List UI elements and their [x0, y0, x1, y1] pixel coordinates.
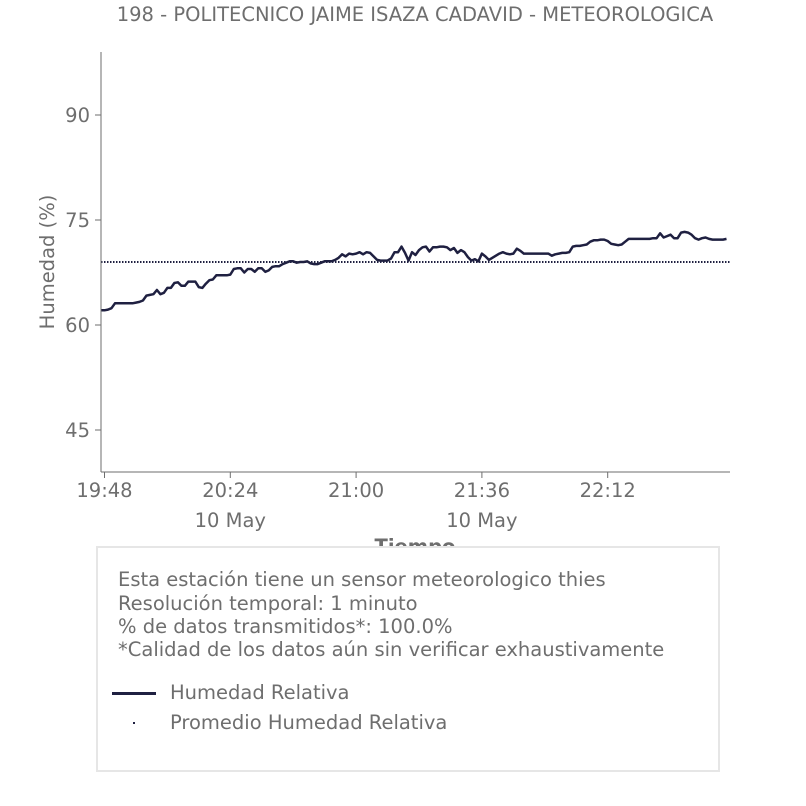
- x-tick-label: 19:48: [76, 479, 133, 502]
- y-axis-ticks: [65, 104, 101, 442]
- x-tick-date-label: 10 May: [446, 509, 518, 532]
- info-resolution: Resolución temporal: 1 minuto: [118, 592, 418, 615]
- x-tick-label: 21:00: [327, 479, 385, 502]
- chart-title: 198 - POLITECNICO JAIME ISAZA CADAVID - METEOROLOGICA: [116, 3, 714, 26]
- info-quality: *Calidad de los datos aún sin verificar exhaustivamente: [118, 638, 665, 661]
- y-tick-label: 45: [65, 419, 90, 442]
- x-tick-label: 20:24: [202, 479, 259, 502]
- humidity-series-line: [101, 232, 727, 310]
- x-tick-date-label: 10 May: [194, 509, 266, 532]
- info-sensor: Esta estación tiene un sensor meteorologico thies: [118, 568, 606, 591]
- legend-label-average: Promedio Humedad Relativa: [170, 711, 448, 734]
- x-tick-label: 21:36: [453, 479, 510, 502]
- x-tick-label: 22:12: [579, 479, 636, 502]
- plot-area: [101, 232, 730, 310]
- legend-line-swatch: [112, 692, 156, 695]
- y-tick-label: 90: [65, 104, 90, 127]
- y-tick-label: 75: [65, 209, 90, 232]
- legend-label-humidity: Humedad Relativa: [170, 681, 350, 704]
- info-transmitted: % de datos transmitidos*: 100.0%: [118, 615, 453, 638]
- legend-box: [96, 546, 720, 772]
- y-tick-label: 60: [65, 314, 90, 337]
- y-axis-label: Humedad (%): [36, 194, 59, 330]
- legend-dot-swatch: [133, 722, 135, 724]
- x-axis-ticks: [76, 472, 635, 532]
